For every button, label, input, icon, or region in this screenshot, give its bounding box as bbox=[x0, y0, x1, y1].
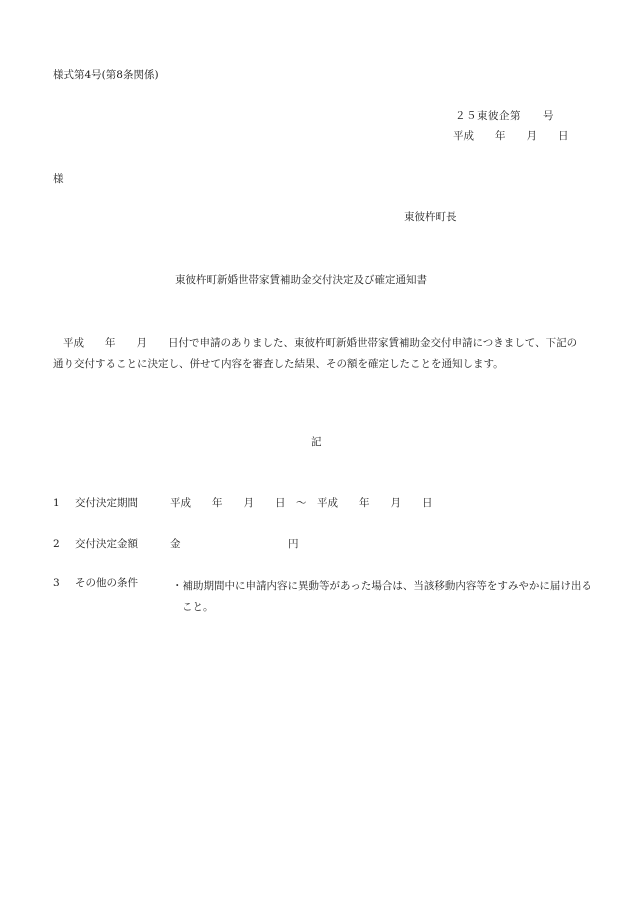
amount-suffix: 円 bbox=[288, 538, 299, 550]
issue-date: 平成 年 月 日 bbox=[453, 130, 569, 142]
amount-prefix: 金 bbox=[170, 538, 181, 550]
document-number: ２５東彼企第 号 bbox=[455, 110, 554, 122]
item-label-period: 交付決定期間 bbox=[75, 497, 138, 509]
item-label-conditions: その他の条件 bbox=[75, 577, 138, 589]
record-heading: 記 bbox=[311, 436, 322, 448]
form-label: 様式第4号(第8条関係) bbox=[53, 69, 159, 81]
item-value-period: 平成 年 月 日 ～ 平成 年 月 日 bbox=[170, 497, 433, 509]
item-number: 3 bbox=[53, 577, 60, 589]
item-number: 2 bbox=[53, 538, 60, 550]
addressee: 様 bbox=[53, 173, 64, 185]
issuer: 東彼杵町長 bbox=[404, 211, 457, 223]
item-number: 1 bbox=[53, 497, 60, 509]
document-title: 東彼杵町新婚世帯家賃補助金交付決定及び確定通知書 bbox=[175, 274, 427, 286]
body-paragraph: 平成 年 月 日付で申請のありました、東彼杵町新婚世帯家賃補助金交付申請につきまして、下記の通り交付することに決定し、併せて内容を審査した結果、その額を確定したことを通知します。 bbox=[53, 337, 578, 370]
item-label-amount: 交付決定金額 bbox=[75, 538, 138, 550]
item-value-conditions: ・補助期間中に申請内容に異動等があった場合は、当該移動内容等をすみやかに届け出ること。 bbox=[172, 580, 592, 613]
